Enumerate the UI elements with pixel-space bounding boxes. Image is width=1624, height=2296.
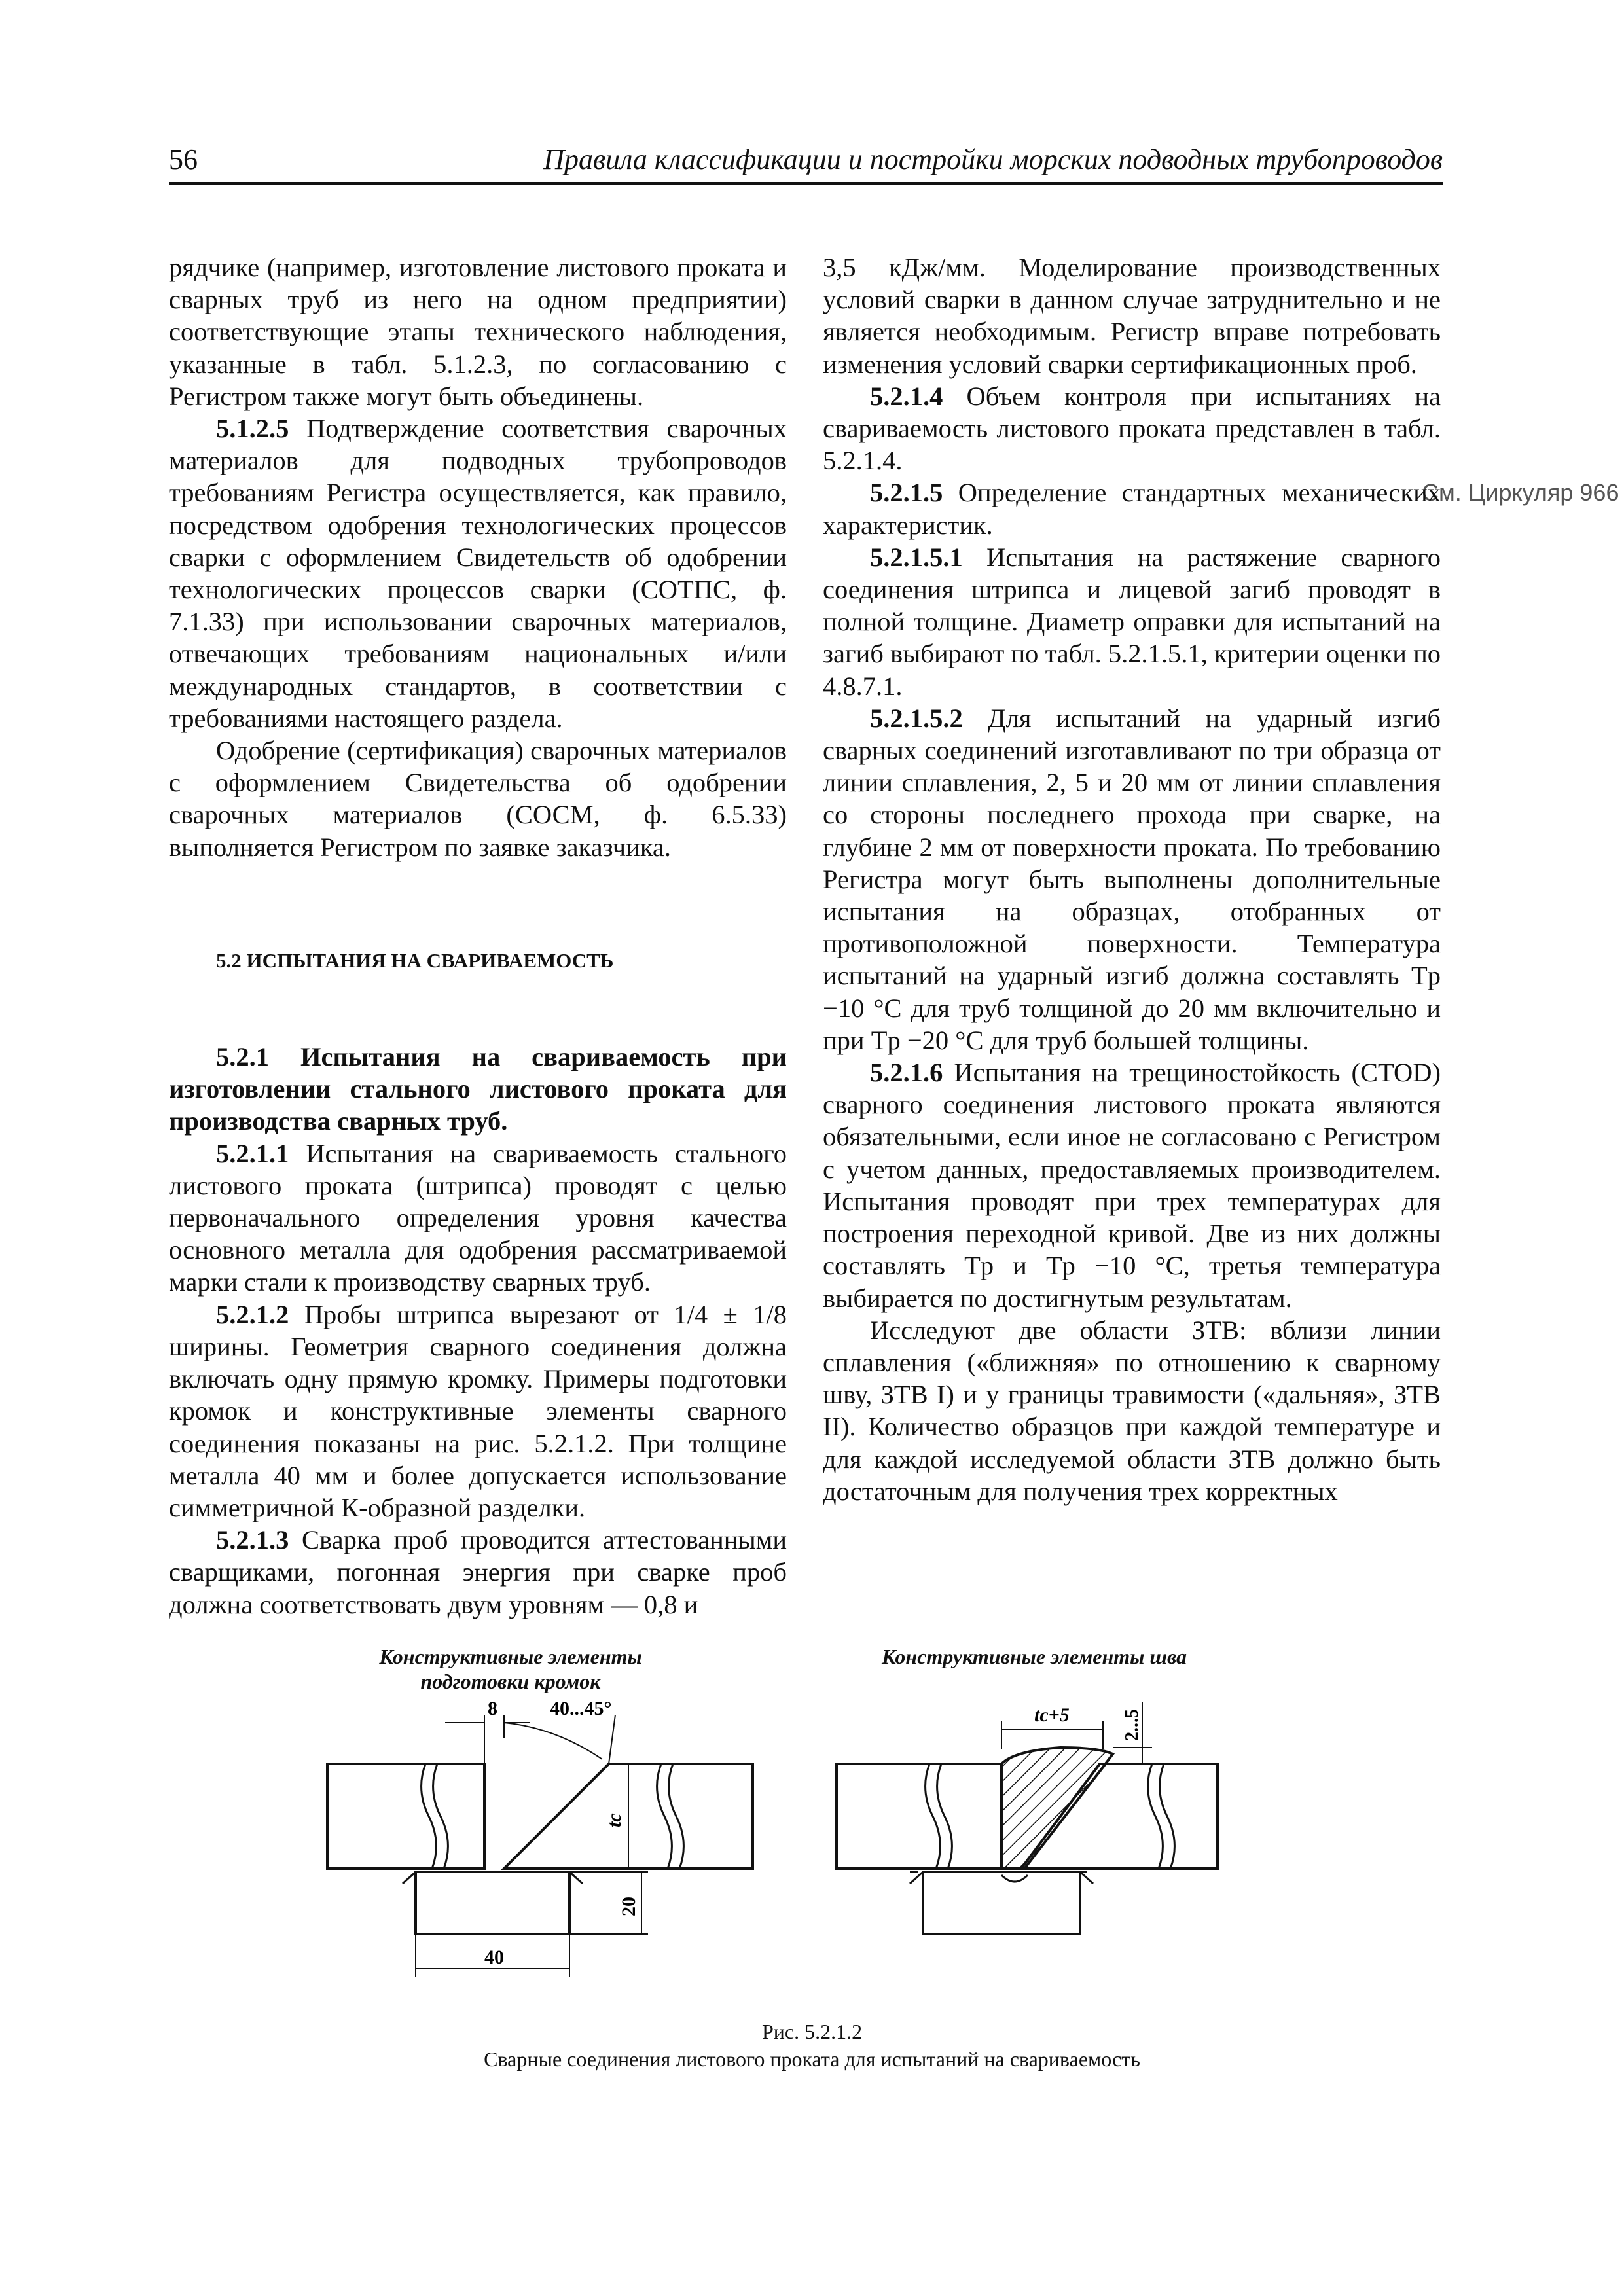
clause-text: Испытания на свариваемость стального листового проката (штрипса) проводят с целью первоначального определения уровня качества основного металла для одобрения рассматриваемой марки стали к производству сварных труб. [169,1138,787,1297]
clause-number: 5.2.1.4 [870,381,943,411]
figure-right-caption: Конструктивные элементы шва [881,1645,1187,1668]
clause-text: Объем контроля при испытаниях на свариваемость листового проката представлен в табл. 5.2.1.4. [823,381,1441,476]
margin-note-link[interactable]: См. Циркуляр 966 [1422,479,1619,506]
clause-number: 5.2.1.5.1 [870,542,963,572]
paragraph [823,380,1441,477]
dimension-backing-20: 20 [618,1897,640,1916]
paragraph: Исследуют две области ЗТВ: вблизи линии сплавления («ближняя» по отношению к сварному шву, ЗТВ I) и у границы травимости («дальняя», ЗТВ II). Количество образцов при каждой температуре и для каждой исследуемой области ЗТВ должно быть достаточным для получения трех корректных [823,1315,1441,1506]
weld-joint-figure [308,1676,1224,2009]
figure-title: Сварные соединения листового проката для испытаний на свариваемость [484,2047,1140,2071]
clause-text: Сварка проб проводится аттестованными сварщиками, погонная энергия при сварке проб должна соответствовать двум уровням — 0,8 и [169,1525,787,1619]
paragraph [169,412,787,734]
clause-number: 5.1.2.5 [216,414,289,444]
paragraph [823,1056,1441,1314]
clause-text: Подтверждение соответствия сварочных материалов для подводных трубопроводов требованиям Регистра осуществляется, как правило, посредством одобрения технологических процессов сварки с оформлением Свидетельств об одобрении технологических процессов сварки (СОТПС, ф. 7.1.33) при использовании сварочных материалов, отвечающих требованиям национальных и/или международных стандартов, в соответствии с требованиями настоящего раздела. [169,414,787,733]
paragraph [823,541,1441,702]
clause-text: Пробы штрипса вырезают от 1/4 ± 1/8 ширины. Геометрия сварного соединения должна включать одну прямую кромку. Примеры подготовки кромок и конструктивные элементы сварного соединения показаны на рис. 5.2.1.2. При толщине металла 40 мм и более допускается использование симметричной К-образной разделки. [169,1299,787,1522]
clause-number: 5.2.1.5.2 [870,703,963,733]
clause-number: 5.2.1.6 [870,1058,943,1088]
clause-number: 5.2.1.5 [870,478,943,508]
paragraph [823,476,1441,541]
clause-text: Для испытаний на ударный изгиб сварных соединений изготавливают по три образца от линии сплавления, 2, 5 и 20 мм от линии сплавления со стороны последнего прохода при сварке, на глубине 2 мм от поверхности проката. По требованию Регистра могут быть выполнены дополнительные испытания на образцах, отобранных от противоположной поверхности. Температура испытаний на ударный изгиб должна составлять Tp −10 °C для труб толщиной до 20 мм включительно и при Tp −20 °C для труб большей толщины. [823,703,1441,1055]
weld-elements-drawing [837,1702,1218,1934]
clause-text: Испытания на трещиностойкость (CTOD) сварного соединения листового проката являются обязательными, если иное не согласовано с Регистром с учетом данных, предоставляемых производителем. Испытания проводят при трех температурах для построения переходной кривой. Две из них должны составлять Tp и Tp −10 °C, третья температура выбирается по достигнутым результатам. [823,1058,1441,1313]
dimension-weld-width: tc+5 [1034,1704,1070,1726]
page-number: 56 [169,143,198,175]
dimension-backing-40: 40 [484,1946,504,1968]
clause-number: 5.2.1.2 [216,1299,289,1329]
left-column [169,251,787,1621]
clause-text: Испытания на растяжение сварного соединения штрипса и лицевой загиб проводят в полной толщине. Диаметр оправки для испытаний на загиб выбирают по табл. 5.2.1.5.1, критерии оценки по 4.8.7.1. [823,542,1441,701]
dimension-bevel-angle: 40...45° [550,1698,612,1719]
paragraph: рядчике (например, изготовление листового проката и сварных труб из него на одном предприятии) соответствующие этапы технического наблюдения, указанные в табл. 5.1.2.3, по согласованию с Регистром также могут быть объединены. [169,253,787,411]
clause-number: 5.2.1.1 [216,1138,289,1168]
dimension-reinforcement: 2...5 [1122,1709,1142,1741]
running-title: Правила классификации и постройки морских подводных трубопроводов [543,143,1443,175]
subsection-heading: 5.2.1 Испытания на свариваемость при изготовлении стального листового проката для производства сварных труб. [169,1042,787,1136]
section-heading: 5.2 ИСПЫТАНИЯ НА СВАРИВАЕМОСТЬ [216,948,614,972]
clause-text: Определение стандартных механических характеристик. [823,478,1441,540]
paragraph [823,702,1441,1056]
dimension-gap-8: 8 [488,1698,497,1719]
paragraph [169,1299,787,1524]
right-column [823,251,1441,1507]
page-header [169,143,1443,185]
edge-preparation-drawing [327,1715,753,1977]
figure-number: Рис. 5.2.1.2 [761,2020,863,2043]
paragraph [169,1524,787,1621]
paragraph: Одобрение (сертификация) сварочных материалов с оформлением Свидетельства об одобрении сварочных материалов (СОСМ, ф. 6.5.33) выполняется Регистром по заявке заказчика. [169,736,787,862]
paragraph: 3,5 кДж/мм. Моделирование производственных условий сварки в данном случае затруднительно и не является необходимым. Регистр вправе потребовать изменения условий сварки сертификационных проб. [823,253,1441,379]
clause-number: 5.2.1.3 [216,1525,289,1555]
paragraph [169,1138,787,1299]
dimension-thickness-tc: tc [604,1813,625,1827]
figure-left-caption: Конструктивные элементы подготовки кромок [379,1645,642,1693]
